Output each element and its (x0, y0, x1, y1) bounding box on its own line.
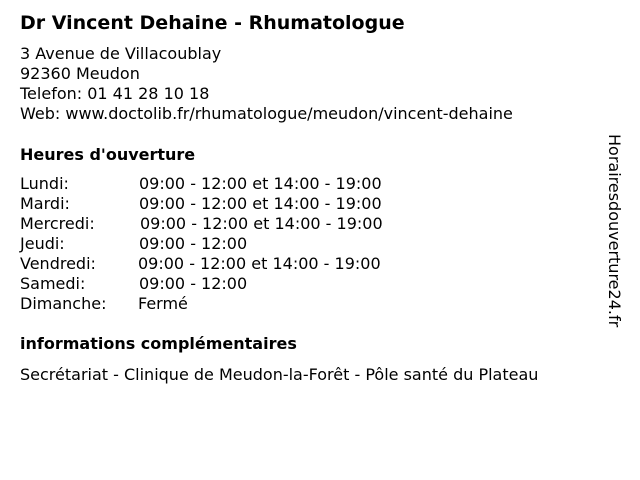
day-hours: 09:00 - 12:00 et 14:00 - 19:00 (139, 194, 382, 213)
additional-info-text: Secrétariat - Clinique de Meudon-la-Forêt - Pôle santé du Plateau (20, 365, 539, 384)
day-hours: 09:00 - 12:00 (139, 234, 248, 253)
web-line: Web: www.doctolib.fr/rhumatologue/meudon/vincent-dehaine (20, 104, 513, 123)
day-label: Vendredi: (20, 254, 96, 273)
day-hours: 09:00 - 12:00 et 14:00 - 19:00 (138, 254, 381, 273)
day-hours: 09:00 - 12:00 et 14:00 - 19:00 (140, 214, 383, 233)
additional-info-heading: informations complémentaires (20, 334, 297, 353)
phone-line: Telefon: 01 41 28 10 18 (20, 84, 210, 103)
day-label: Lundi: (20, 174, 69, 193)
contact-block (20, 44, 513, 124)
address-street: 3 Avenue de Villacoublay (20, 44, 222, 63)
day-label: Mercredi: (20, 214, 95, 233)
site-watermark: Horairesdouverture24.fr (605, 134, 624, 328)
day-label: Mardi: (20, 194, 70, 213)
opening-hours-heading: Heures d'ouverture (20, 145, 196, 164)
page-title: Dr Vincent Dehaine - Rhumatologue (20, 12, 405, 34)
day-label: Samedi: (20, 274, 86, 293)
day-hours: 09:00 - 12:00 et 14:00 - 19:00 (139, 174, 382, 193)
day-hours: 09:00 - 12:00 (139, 274, 248, 293)
address-city: 92360 Meudon (20, 64, 140, 83)
day-label: Jeudi: (20, 234, 65, 253)
day-label: Dimanche: (20, 294, 107, 313)
day-hours: Fermé (138, 294, 188, 313)
